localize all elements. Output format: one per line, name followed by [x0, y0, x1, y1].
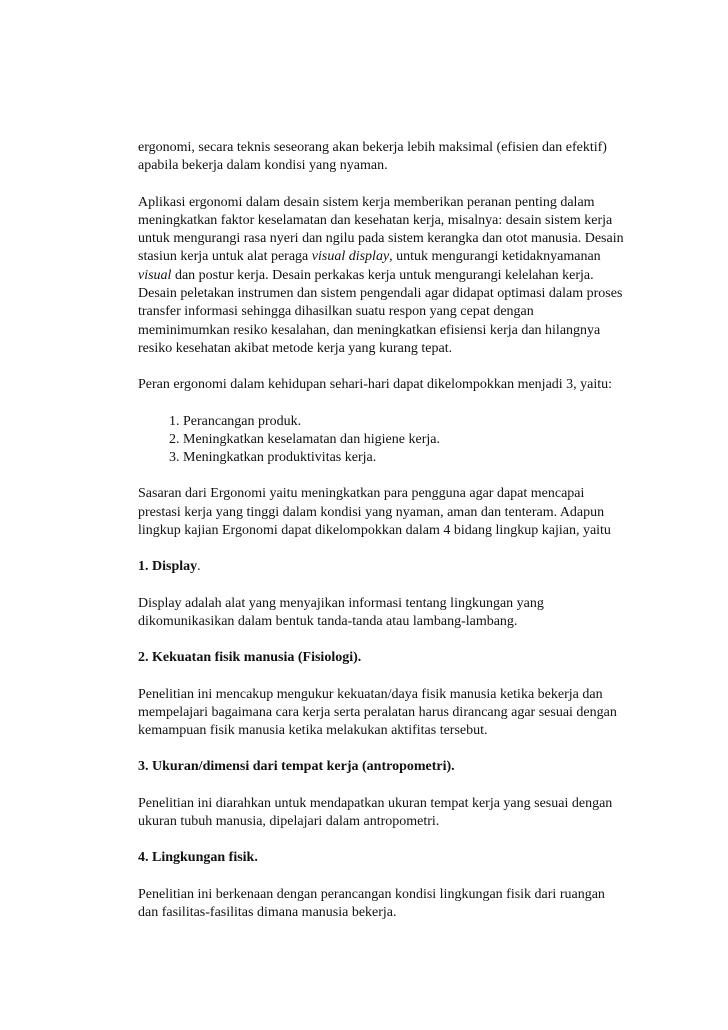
paragraph-goals: Sasaran dari Ergonomi yaitu meningkatkan para pengguna agar dapat mencapai prestasi kerja yang tinggi dalam kondisi yang nyaman, aman dan tenteram. Adapun lingkup kajian Ergonomi dapat dikelompokkan dalam 4 bidang lingkup kajian, yaitu [138, 486, 611, 539]
section-body-display: Display adalah alat yang menyajikan informasi tentang lingkungan yang dikomunikasikan dalam bentuk tanda-tanda atau lambang-lambang. [138, 595, 544, 629]
section-heading-anthropometry: 3. Ukuran/dimensi dari tempat kerja (antropometri). [138, 759, 455, 775]
section-heading-suffix: . [197, 559, 201, 575]
section-heading-environment: 4. Lingkungan fisik. [138, 850, 258, 866]
paragraph-applications-part-e: dan postur kerja. Desain perkakas kerja untuk mengurangi kelelahan kerja. Desain peletakan instrumen dan sistem pengendali agar didapat optimasi dalam proses transfer informasi sehingga dihasilkan suatu respon yang cepat dengan meminimumkan resiko kesalahan, dan meningkatkan efisiensi kerja dan hilangnya resiko kesehatan akibat metode kerja yang kurang tepat. [138, 267, 623, 356]
list-item: 3. Meningkatkan produktivitas kerja. [183, 449, 628, 467]
paragraph-roles: Peran ergonomi dalam kehidupan sehari-hari dapat dikelompokkan menjadi 3, yaitu: [138, 377, 613, 393]
document-page [138, 139, 628, 940]
list-item: 2. Meningkatkan keselamatan dan higiene kerja. [183, 431, 628, 449]
paragraph-applications-part-a: Aplikasi ergonomi dalam desain sistem kerja memberikan peranan penting dalam meningkatkan faktor keselamatan dan kesehatan kerja, misalnya: desain sistem kerja untuk mengurangi rasa nyeri dan ngilu pada sistem kerangka dan otot manusia. Desain stasiun kerja untuk alat peraga [138, 194, 624, 265]
section-heading-display [138, 558, 628, 576]
section-body-anthropometry: Penelitian ini diarahkan untuk mendapatkan ukuran tempat kerja yang sesuai dengan ukuran tubuh manusia, dipelajari dalam antropometri. [138, 795, 613, 830]
paragraph-applications [138, 194, 628, 359]
term-visual-display: visual display [311, 249, 390, 265]
section-heading-text: 1. Display [138, 559, 198, 575]
section-body-physiology: Penelitian ini mencakup mengukur kekuatan/daya fisik manusia ketika bekerja dan mempelajari bagaimana cara kerja serta peralatan harus dirancang agar sesuai dengan kemampuan fisik manusia ketika melakukan aktifitas tersebut. [138, 686, 617, 739]
roles-list [138, 413, 628, 468]
list-item: 1. Perancangan produk. [183, 413, 628, 431]
paragraph-applications-part-c: , untuk mengurangi ketidaknyamanan [389, 249, 601, 265]
section-heading-physiology: 2. Kekuatan fisik manusia (Fisiologi). [138, 650, 362, 666]
paragraph-intro: ergonomi, secara teknis seseorang akan bekerja lebih maksimal (efisien dan efektif) apabila bekerja dalam kondisi yang nyaman. [138, 140, 607, 174]
section-body-environment: Penelitian ini berkenaan dengan perancangan kondisi lingkungan fisik dari ruangan dan fasilitas-fasilitas dimana manusia bekerja. [138, 886, 605, 920]
term-visual: visual [138, 267, 172, 283]
